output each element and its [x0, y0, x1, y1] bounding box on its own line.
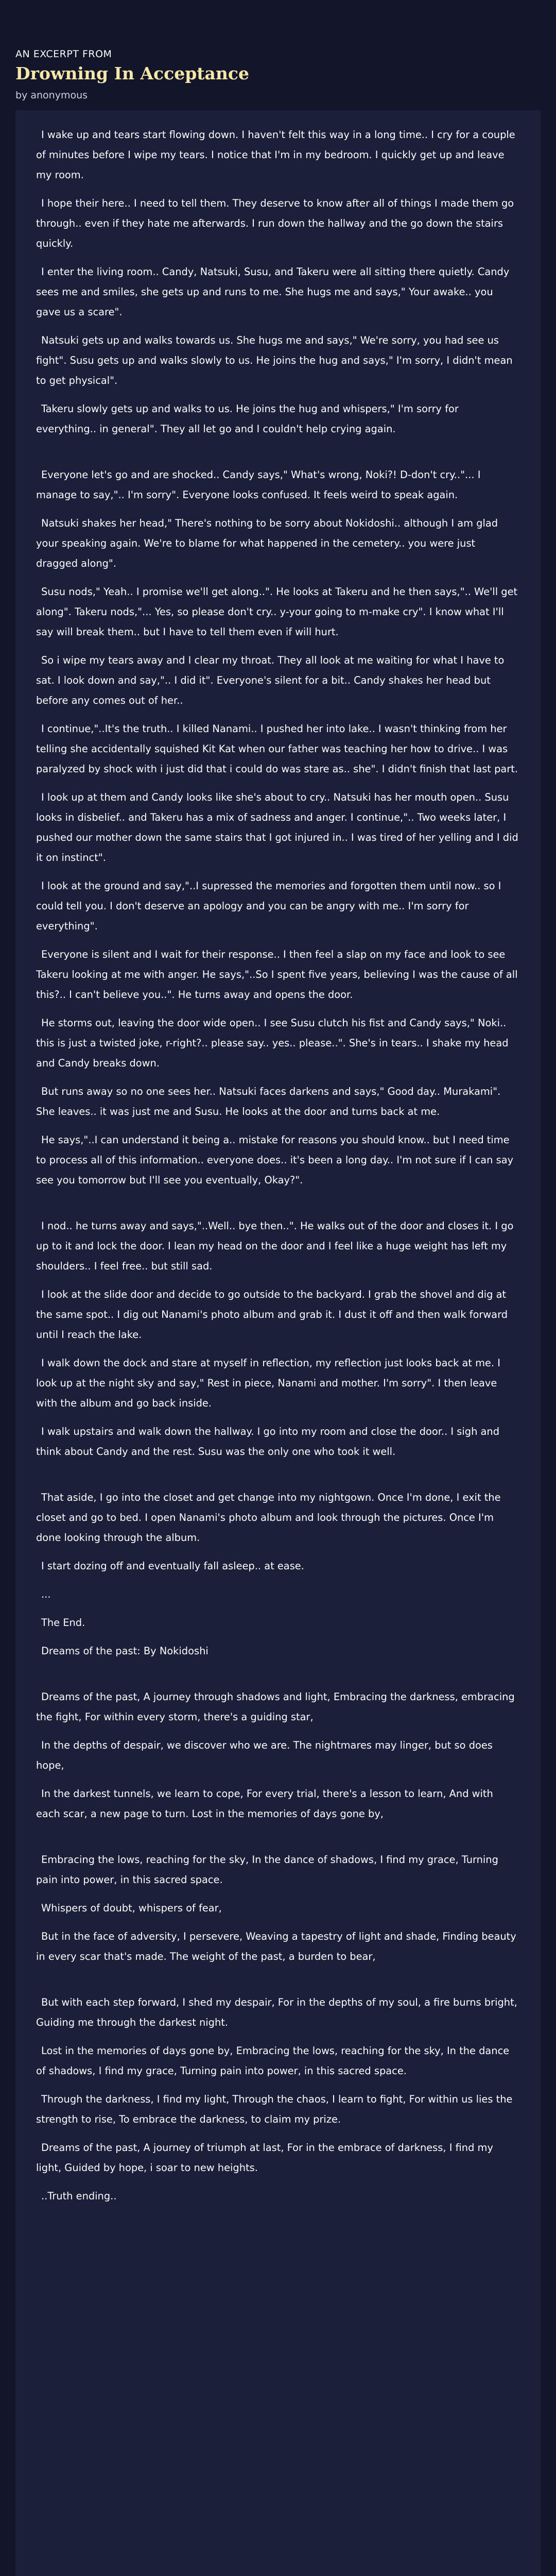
poem-title: Dreams of the past: By Nokidoshi [41, 1645, 208, 1657]
poem-stanza: Dreams of the past, A journey through shadows and light, Embracing the darkness, embracing the fight, For within every storm, there's a guiding star, [36, 1691, 515, 1723]
poem-stanza: Whispers of doubt, whispers of fear, [41, 1902, 222, 1914]
story-paragraph: I walk upstairs and walk down the hallway. I go into my room and close the door.. I sigh and think about Candy and the rest. Susu was the only one who took it well. [36, 1426, 500, 1458]
story-title: Drowning In Acceptance [15, 63, 249, 83]
poem-stanza: In the darkest tunnels, we learn to cope, For every trial, there's a lesson to learn, And with each scar, a new page to turn. Lost in the memories of days gone by, [36, 1788, 493, 1820]
story-paragraph: He storms out, leaving the door wide open.. I see Susu clutch his fist and Candy says," Noki.. this is just a twisted joke, r-right?.. please say.. yes.. please..". She's in tears.. I shake my head and Candy breaks down. [36, 1017, 509, 1069]
story-paragraph: I walk down the dock and stare at myself in reflection, my reflection just looks back at me. I look up at the night sky and say," Rest in piece, Nanami and mother. I'm sorry". I then leave with the album and go back inside. [36, 1357, 501, 1409]
story-paragraph: So i wipe my tears away and I clear my throat. They all look at me waiting for what I have to sat. I look down and say,".. I did it". Everyone's silent for a bit.. Candy shakes her head but before any comes out of her.. [36, 654, 505, 706]
story-paragraph: I wake up and tears start flowing down. I haven't felt this way in a long time.. I cry for a couple of minutes before I wipe my tears. I notice that I'm in my bedroom. I quickly get up and leave my room. [36, 129, 515, 181]
story-paragraph: Everyone is silent and I wait for their response.. I then feel a slap on my face and look to see Takeru looking at me with anger. He says,"..So I spent five years, believing I was the cause of all this?.. I can't believe you..". He turns away and opens the door. [36, 948, 518, 1001]
truth-ending: ..Truth ending.. [41, 2190, 117, 2202]
excerpt-label: AN EXCERPT FROM [15, 48, 112, 60]
poem-stanza: But with each step forward, I shed my despair, For in the depths of my soul, a fire burns bright, Guiding me through the darkest night. [36, 1996, 517, 2028]
story-paragraph: I look at the slide door and decide to go outside to the backyard. I grab the shovel and dig at the same spot.. I dig out Nanami's photo album and grab it. I dust it off and then walk forward until I reach the lake. [36, 1289, 508, 1341]
excerpt-header [15, 47, 541, 102]
story-paragraph: I look up at them and Candy looks like she's about to cry.. Natsuki has her mouth open.. Susu looks in disbelief.. and Takeru has a mix of sadness and anger. I continue,".. Two weeks later, I pushed our mother down the same stairs that I got injured in.. I was tired of her yelling and I did it on instinct". [36, 791, 518, 863]
story-paragraph: I hope their here.. I need to tell them. They deserve to know after all of things I made them go through.. even if they hate me afterwards. I run down the hallway and the go down the stairs quickly. [36, 197, 514, 249]
author-line: by anonymous [15, 90, 88, 101]
story-paragraph: Natsuki shakes her head," There's nothing to be sorry about Nokidoshi.. although I am glad your speaking again. We're to blame for what happened in the cemetery.. you were just dragged along". [36, 517, 498, 569]
story-text-panel [15, 110, 541, 2576]
story-paragraph: I continue,"..It's the truth.. I killed Nanami.. I pushed her into lake.. I wasn't thinking from her telling she accidentally squished Kit Kat when our father was teaching her how to drive.. I was paralyzed by shock with i just did that i could do was stare as.. she". I didn't finish that last part. [36, 723, 518, 775]
story-paragraph: But runs away so no one sees her.. Natsuki faces darkens and says," Good day.. Murakami". She leaves.. it was just me and Susu. He looks at the door and turns back at me. [36, 1086, 501, 1117]
story-paragraph: I start dozing off and eventually fall asleep.. at ease. [41, 1560, 304, 1572]
story-paragraph: I nod.. he turns away and says,"..Well.. bye then..". He walks out of the door and closes it. I go up to it and lock the door. I lean my head on the door and I feel like a huge weight has left my shoulders.. I feel free.. but still sad. [36, 1220, 514, 1272]
story-paragraph: Natsuki gets up and walks towards us. She hugs me and says," We're sorry, you had see us fight". Susu gets up and walks slowly to us. He joins the hug and says," I'm sorry, I didn't mean to get physical". [36, 334, 513, 386]
story-paragraph: I look at the ground and say,"..I supressed the memories and forgotten them until now.. so I could tell you. I don't deserve an apology and you can be angry with me.. I'm sorry for everything". [36, 880, 501, 932]
story-paragraph: That aside, I go into the closet and get change into my nightgown. Once I'm done, I exit the closet and go to bed. I open Nanami's photo album and look through the pictures. Once I'm done looking through the album. [36, 1492, 501, 1544]
poem-stanza: But in the face of adversity, I persevere, Weaving a tapestry of light and shade, Finding beauty in every scar that's made. The weight of the past, a burden to bear, [36, 1930, 516, 1962]
story-paragraph: Everyone let's go and are shocked.. Candy says," What's wrong, Noki?! D-don't cry.."... I manage to say,".. I'm sorry". Everyone looks confused. It feels weird to speak again. [36, 469, 481, 501]
poem-stanza: Dreams of the past, A journey of triumph at last, For in the embrace of darkness, I find my light, Guided by hope, i soar to new heights. [36, 2142, 493, 2174]
poem-stanza: Lost in the memories of days gone by, Embracing the lows, reaching for the sky, In the dance of shadows, I find my grace, Turning pain into power, in this sacred space. [36, 2045, 510, 2077]
poem-stanza: Embracing the lows, reaching for the sky, In the dance of shadows, I find my grace, Turning pain into power, in this sacred space. [36, 1854, 498, 1886]
story-paragraph: ... [41, 1588, 51, 1600]
poem-stanza: Through the darkness, I find my light, Through the chaos, I learn to fight, For within us lies the strength to rise, To embrace the darkness, to claim my prize. [36, 2093, 513, 2125]
story-paragraph: Susu nods," Yeah.. I promise we'll get along..". He looks at Takeru and he then says,".. We'll get along". Takeru nods,"... Yes, so please don't cry.. y-your going to m-make cry". I know what I'll say will break them.. but I have to tell them even if will hurt. [36, 586, 518, 638]
story-paragraph: He says,"..I can understand it being a.. mistake for reasons you should know.. but I need time to process all of this information.. everyone does.. it's been a long day.. I'm not sure if I can say see you tomorrow but I'll see you eventually, Okay?". [36, 1134, 514, 1186]
story-paragraph: The End. [41, 1617, 85, 1629]
story-paragraph: Takeru slowly gets up and walks to us. He joins the hug and whispers," I'm sorry for everything.. in general". They all let go and I couldn't help crying again. [36, 403, 459, 435]
story-paragraph: I enter the living room.. Candy, Natsuki, Susu, and Takeru were all sitting there quietly. Candy sees me and smiles, she gets up and runs to me. She hugs me and says," Your awake.. you gave us a scare". [36, 266, 510, 318]
poem-stanza: In the depths of despair, we discover who we are. The nightmares may linger, but so does hope, [36, 1739, 493, 1771]
